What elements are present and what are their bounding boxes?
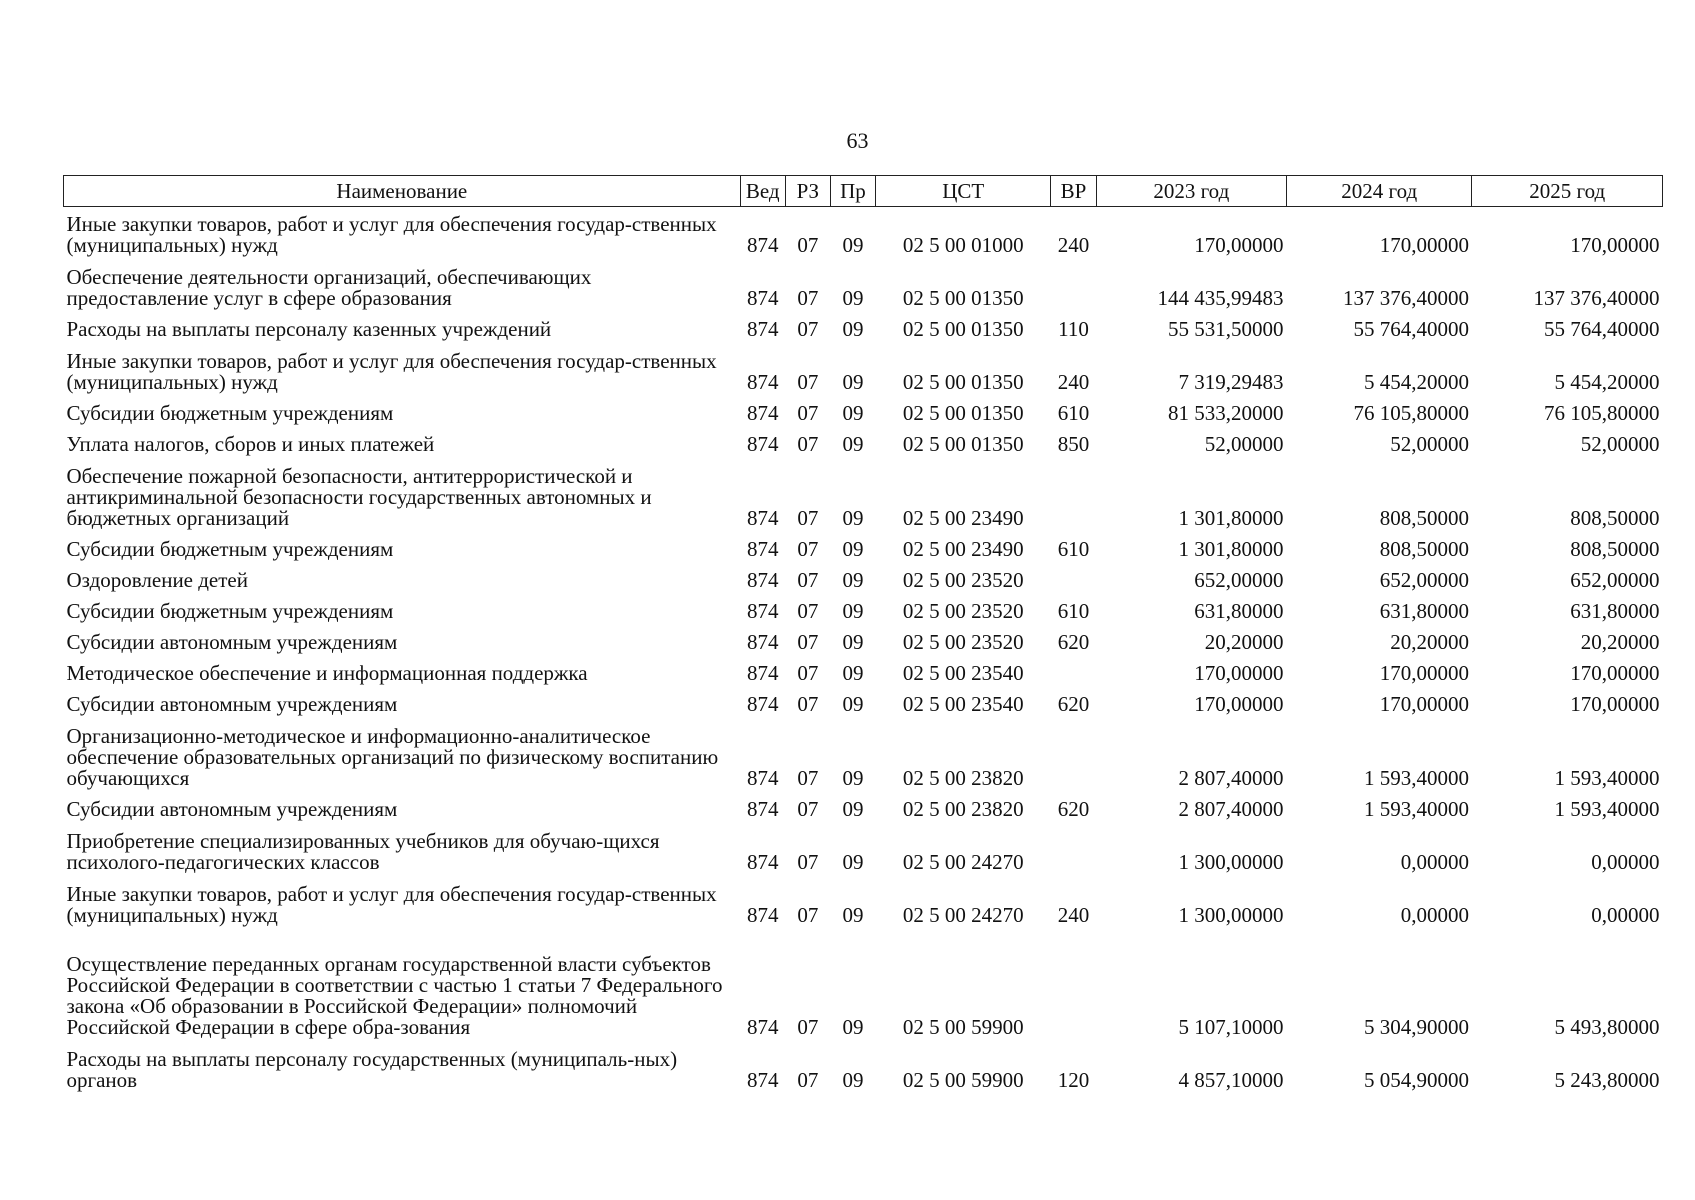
row-vr: 240	[1057, 370, 1090, 394]
row-2024: 170,00000	[1379, 233, 1469, 257]
row-rz: 07	[797, 432, 819, 456]
row-pr: 09	[842, 661, 864, 685]
row-rz: 07	[797, 630, 819, 654]
row-rz: 07	[797, 797, 819, 821]
row-rz: 07	[797, 1068, 819, 1092]
row-2023: 2 807,40000	[1178, 797, 1284, 821]
row-vr	[1051, 930, 1096, 1042]
row-rz: 07	[797, 537, 819, 561]
row-pr: 09	[842, 432, 864, 456]
row-cst: 02 5 00 23540	[902, 661, 1024, 685]
row-vr	[1051, 719, 1096, 793]
row-2024: 1 593,40000	[1363, 766, 1469, 790]
row-vr: 620	[1057, 797, 1090, 821]
header-2023: 2023 год	[1096, 176, 1286, 207]
table-row	[64, 428, 1663, 459]
row-vr: 120	[1057, 1068, 1090, 1092]
row-vr: 110	[1058, 317, 1089, 341]
row-2024: 5 454,20000	[1363, 370, 1469, 394]
row-pr: 09	[842, 537, 864, 561]
row-ved: 874	[746, 1015, 779, 1039]
row-2024: 631,80000	[1379, 599, 1469, 623]
row-name: Субсидии бюджетным учреждениям	[66, 401, 394, 425]
page-number: 63	[846, 128, 869, 153]
row-2023: 1 300,00000	[1178, 903, 1284, 927]
header-cst: ЦСТ	[876, 176, 1051, 207]
row-2023: 144 435,99483	[1157, 286, 1284, 310]
row-rz: 07	[797, 370, 819, 394]
row-name: Иные закупки товаров, работ и услуг для обеспечения государ-ственных (муниципальных) нужд	[66, 349, 717, 394]
row-2025: 1 593,40000	[1554, 766, 1660, 790]
row-vr: 240	[1057, 903, 1090, 927]
row-cst: 02 5 00 23520	[902, 630, 1024, 654]
row-ved: 874	[746, 692, 779, 716]
row-2025: 652,00000	[1570, 568, 1660, 592]
row-name: Организационно-методическое и информационно-аналитическое обеспечение образовательных организаций по физическому воспитанию обучающихся	[66, 724, 719, 790]
row-vr	[1051, 824, 1096, 877]
row-name: Уплата налогов, сборов и иных платежей	[66, 432, 435, 456]
row-ved: 874	[746, 432, 779, 456]
row-2024: 0,00000	[1400, 903, 1469, 927]
row-vr: 620	[1057, 630, 1090, 654]
table-row	[64, 397, 1663, 428]
row-rz: 07	[797, 401, 819, 425]
row-cst: 02 5 00 23820	[902, 797, 1024, 821]
row-ved: 874	[746, 766, 779, 790]
row-pr: 09	[842, 903, 864, 927]
row-rz: 07	[797, 599, 819, 623]
row-2025: 20,20000	[1580, 630, 1660, 654]
row-ved: 874	[746, 286, 779, 310]
row-rz: 07	[797, 568, 819, 592]
row-name: Расходы на выплаты персоналу казенных учреждений	[66, 317, 552, 341]
row-2024: 808,50000	[1379, 537, 1469, 561]
row-vr: 610	[1057, 401, 1090, 425]
row-2024: 76 105,80000	[1353, 401, 1469, 425]
table-row	[64, 824, 1663, 877]
row-2025: 55 764,40000	[1544, 317, 1660, 341]
table-row	[64, 719, 1663, 793]
row-2025: 76 105,80000	[1544, 401, 1660, 425]
row-2024: 20,20000	[1390, 630, 1469, 654]
row-pr: 09	[842, 766, 864, 790]
row-ved: 874	[746, 661, 779, 685]
row-vr	[1051, 564, 1096, 595]
row-2023: 1 301,80000	[1178, 537, 1284, 561]
row-cst: 02 5 00 59900	[902, 1068, 1024, 1092]
table-row	[64, 877, 1663, 930]
row-ved: 874	[746, 370, 779, 394]
table-row	[64, 930, 1663, 1042]
row-ved: 874	[746, 568, 779, 592]
row-2025: 5 243,80000	[1554, 1068, 1660, 1092]
row-2025: 808,50000	[1570, 506, 1660, 530]
row-cst: 02 5 00 23520	[902, 599, 1024, 623]
row-pr: 09	[842, 1068, 864, 1092]
row-2023: 170,00000	[1194, 661, 1284, 685]
row-2024: 52,00000	[1390, 432, 1469, 456]
row-2024: 170,00000	[1379, 692, 1469, 716]
row-2024: 55 764,40000	[1353, 317, 1469, 341]
row-cst: 02 5 00 01350	[902, 286, 1024, 310]
header-ved: Вед	[740, 176, 785, 207]
row-cst: 02 5 00 23520	[902, 568, 1024, 592]
row-2023: 55 531,50000	[1168, 317, 1284, 341]
row-2024: 0,00000	[1400, 850, 1469, 874]
row-pr: 09	[842, 1015, 864, 1039]
row-cst: 02 5 00 23490	[902, 537, 1024, 561]
row-2025: 808,50000	[1570, 537, 1660, 561]
row-name: Иные закупки товаров, работ и услуг для обеспечения государ-ственных (муниципальных) нужд	[66, 212, 717, 257]
table-row	[64, 260, 1663, 313]
row-2024: 5 054,90000	[1363, 1068, 1469, 1092]
row-2023: 2 807,40000	[1178, 766, 1284, 790]
table-row	[64, 688, 1663, 719]
row-rz: 07	[797, 286, 819, 310]
row-2023: 1 300,00000	[1178, 850, 1284, 874]
table-row	[64, 564, 1663, 595]
row-name: Субсидии автономным учреждениям	[66, 797, 398, 821]
row-rz: 07	[797, 850, 819, 874]
row-cst: 02 5 00 01350	[902, 401, 1024, 425]
row-ved: 874	[746, 317, 779, 341]
header-rz: РЗ	[785, 176, 830, 207]
header-2025: 2025 год	[1472, 176, 1663, 207]
table-row	[64, 793, 1663, 824]
row-vr: 610	[1057, 537, 1090, 561]
row-2023: 20,20000	[1204, 630, 1284, 654]
row-rz: 07	[797, 233, 819, 257]
row-pr: 09	[842, 599, 864, 623]
row-cst: 02 5 00 01000	[902, 233, 1024, 257]
row-cst: 02 5 00 23490	[902, 506, 1024, 530]
table-row	[64, 459, 1663, 533]
row-ved: 874	[746, 797, 779, 821]
row-2023: 1 301,80000	[1178, 506, 1284, 530]
row-name: Приобретение специализированных учебников для обучаю-щихся психолого-педагогических классов	[66, 829, 660, 874]
row-pr: 09	[842, 286, 864, 310]
row-rz: 07	[797, 766, 819, 790]
row-name: Обеспечение деятельности организаций, обеспечивающих предоставление услуг в сфере образования	[66, 265, 592, 310]
row-rz: 07	[797, 903, 819, 927]
row-2025: 137 376,40000	[1533, 286, 1660, 310]
row-name: Оздоровление детей	[66, 568, 248, 592]
row-2025: 1 593,40000	[1554, 797, 1660, 821]
row-cst: 02 5 00 24270	[902, 903, 1024, 927]
row-cst: 02 5 00 01350	[902, 370, 1024, 394]
row-ved: 874	[746, 850, 779, 874]
row-2023: 652,00000	[1194, 568, 1284, 592]
row-2025: 5 493,80000	[1554, 1015, 1660, 1039]
row-pr: 09	[842, 850, 864, 874]
row-cst: 02 5 00 24270	[902, 850, 1024, 874]
table-row	[64, 313, 1663, 344]
header-2024: 2024 год	[1287, 176, 1472, 207]
row-name: Субсидии автономным учреждениям	[66, 692, 398, 716]
row-vr	[1051, 657, 1096, 688]
table-row	[64, 595, 1663, 626]
row-rz: 07	[797, 661, 819, 685]
header-name: Наименование	[64, 176, 741, 207]
row-vr: 610	[1057, 599, 1090, 623]
row-ved: 874	[746, 1068, 779, 1092]
row-2025: 170,00000	[1570, 233, 1660, 257]
row-2023: 7 319,29483	[1178, 370, 1284, 394]
row-2024: 137 376,40000	[1342, 286, 1469, 310]
table-row	[64, 1042, 1663, 1095]
table-row	[64, 207, 1663, 261]
row-ved: 874	[746, 506, 779, 530]
row-ved: 874	[746, 537, 779, 561]
row-name: Субсидии автономным учреждениям	[66, 630, 398, 654]
row-2023: 631,80000	[1194, 599, 1284, 623]
row-2024: 652,00000	[1379, 568, 1469, 592]
row-vr: 240	[1057, 233, 1090, 257]
row-ved: 874	[746, 630, 779, 654]
row-pr: 09	[842, 401, 864, 425]
row-2024: 808,50000	[1379, 506, 1469, 530]
row-cst: 02 5 00 01350	[902, 432, 1024, 456]
budget-table	[63, 175, 1663, 1095]
row-pr: 09	[842, 797, 864, 821]
row-2025: 5 454,20000	[1554, 370, 1660, 394]
row-2025: 0,00000	[1591, 850, 1660, 874]
row-name: Методическое обеспечение и информационная поддержка	[66, 661, 588, 685]
row-pr: 09	[842, 630, 864, 654]
row-rz: 07	[797, 317, 819, 341]
row-2024: 5 304,90000	[1363, 1015, 1469, 1039]
row-pr: 09	[842, 317, 864, 341]
row-name: Расходы на выплаты персоналу государственных (муниципаль-ных) органов	[66, 1047, 678, 1092]
table-row	[64, 533, 1663, 564]
row-pr: 09	[842, 233, 864, 257]
row-vr	[1051, 260, 1096, 313]
row-rz: 07	[797, 692, 819, 716]
row-ved: 874	[746, 233, 779, 257]
row-pr: 09	[842, 506, 864, 530]
row-2024: 1 593,40000	[1363, 797, 1469, 821]
row-2023: 81 533,20000	[1168, 401, 1284, 425]
row-cst: 02 5 00 01350	[902, 317, 1024, 341]
row-name: Обеспечение пожарной безопасности, антитеррористической и антикриминальной безопасности государственных автономных и бюджетных организаций	[66, 464, 652, 530]
row-rz: 07	[797, 506, 819, 530]
row-ved: 874	[746, 599, 779, 623]
row-2023: 170,00000	[1194, 233, 1284, 257]
table-row	[64, 626, 1663, 657]
row-2023: 5 107,10000	[1178, 1015, 1284, 1039]
row-rz: 07	[797, 1015, 819, 1039]
row-2025: 52,00000	[1580, 432, 1660, 456]
row-2023: 52,00000	[1204, 432, 1284, 456]
table-header-row	[64, 176, 1663, 207]
row-vr: 620	[1057, 692, 1090, 716]
row-2025: 0,00000	[1591, 903, 1660, 927]
row-vr	[1051, 459, 1096, 533]
row-ved: 874	[746, 903, 779, 927]
row-2023: 170,00000	[1194, 692, 1284, 716]
row-name: Иные закупки товаров, работ и услуг для обеспечения государ-ственных (муниципальных) нужд	[66, 882, 717, 927]
row-2025: 631,80000	[1570, 599, 1660, 623]
header-pr: Пр	[830, 176, 875, 207]
header-vr: ВР	[1051, 176, 1096, 207]
table-row	[64, 344, 1663, 397]
row-name: Субсидии бюджетным учреждениям	[66, 599, 394, 623]
row-name: Субсидии бюджетным учреждениям	[66, 537, 394, 561]
row-pr: 09	[842, 568, 864, 592]
row-2023: 4 857,10000	[1178, 1068, 1284, 1092]
row-2024: 170,00000	[1379, 661, 1469, 685]
row-name: Осуществление переданных органам государственной власти субъектов Российской Федерации в соответствии с частью 1 статьи 7 Федерального закона «Об образовании в Российской Федерации» полномочий Российской Федерации в сфере обра-зования	[66, 952, 723, 1039]
row-cst: 02 5 00 23820	[902, 766, 1024, 790]
row-2025: 170,00000	[1570, 692, 1660, 716]
row-cst: 02 5 00 23540	[902, 692, 1024, 716]
row-vr: 850	[1057, 432, 1090, 456]
table-row	[64, 657, 1663, 688]
row-pr: 09	[842, 692, 864, 716]
row-cst: 02 5 00 59900	[902, 1015, 1024, 1039]
row-2025: 170,00000	[1570, 661, 1660, 685]
row-ved: 874	[746, 401, 779, 425]
row-pr: 09	[842, 370, 864, 394]
